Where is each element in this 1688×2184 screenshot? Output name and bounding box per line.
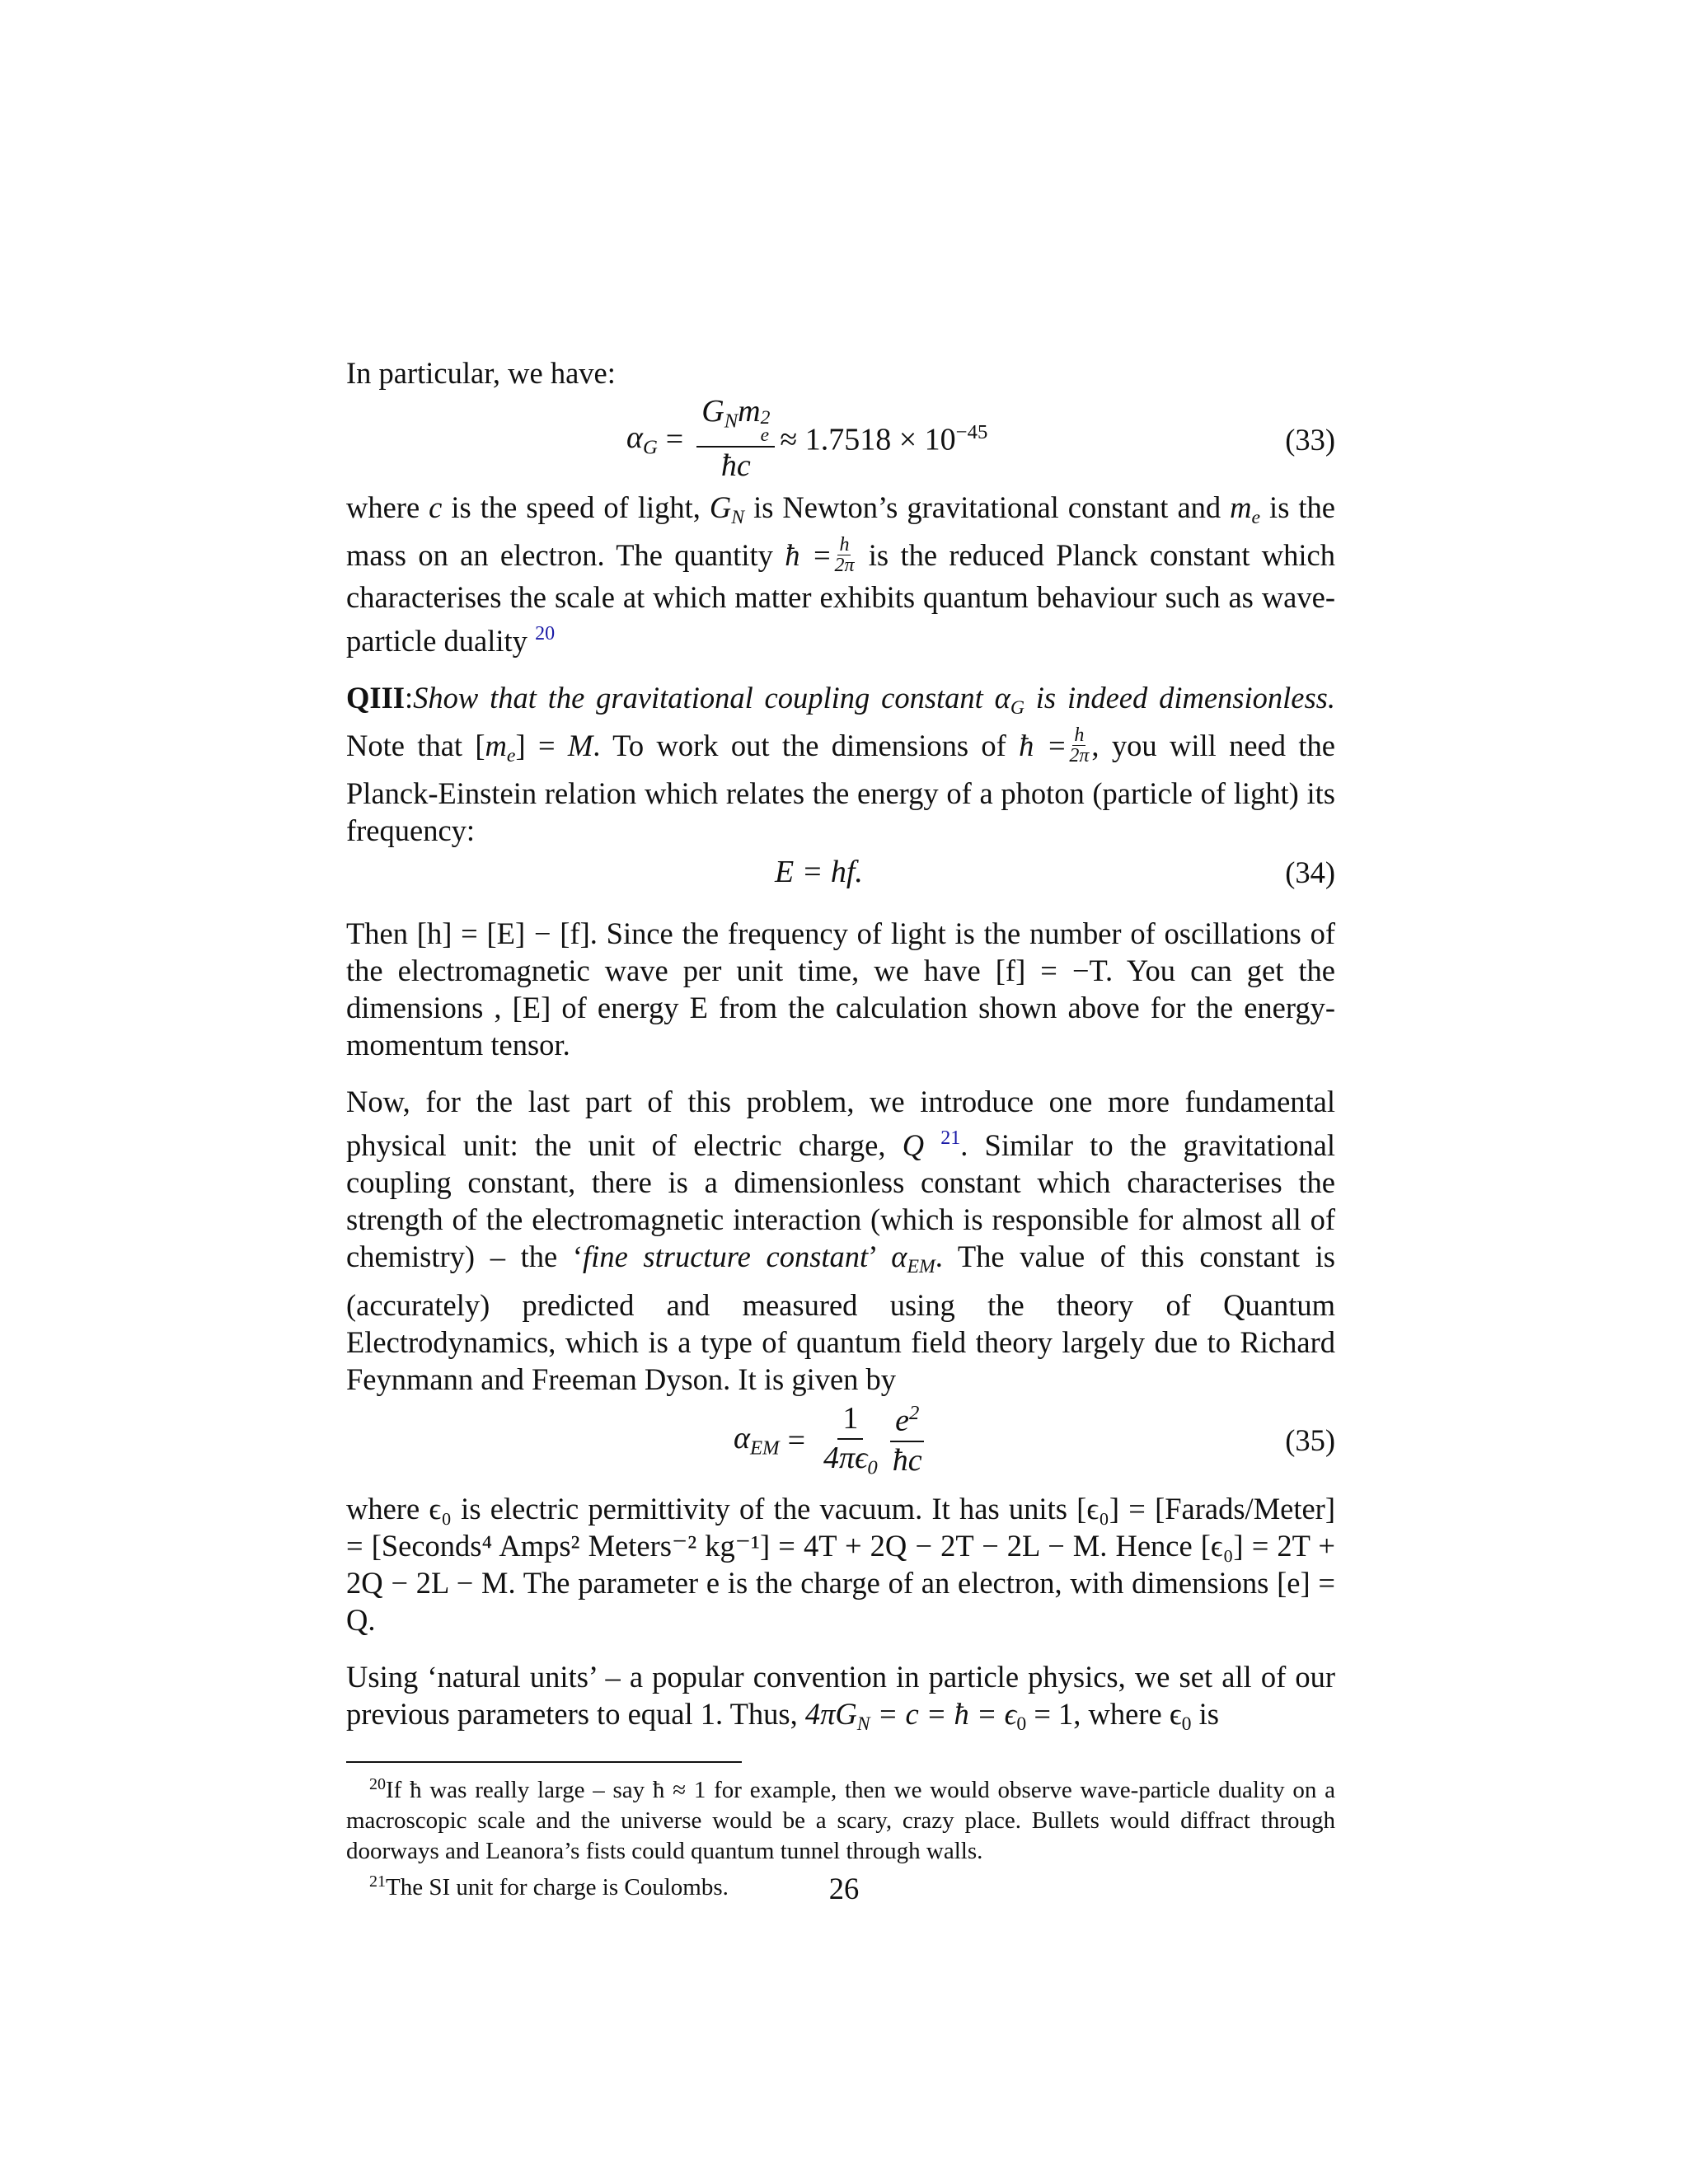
- paragraph-5: Using ‘natural units’ – a popular convention in particle physics, we set all of our previous parameters to equal 1. Thus, $4\pi G_N = c$ = ħ = $\epsilon_0 = 1$, where $\epsilon_0$ is: [346, 1659, 1335, 1735]
- footnote-ref-20[interactable]: 20: [535, 623, 556, 645]
- equation-34: E = hf. (34): [775, 855, 1335, 890]
- paragraph-2: Then [h] = [E] − [f]. Since the frequency of light is the number of oscillations of the electromagnetic wave per unit time, we have [f] = −T. You can get the dimensions , [E] of energy E from the calculation shown above for the energy-momentum tensor.: [346, 916, 1335, 1062]
- eq33-lhs: $\alpha_G$: [626, 419, 658, 459]
- eq33-fraction: $G_Nm$ 2 e ħc: [696, 395, 775, 484]
- paragraph-4: where ϵ₀ is electric permittivity of the vacuum. It has units [ϵ₀] = [Farads/Meter] = [Seconds⁴ Amps² Meters⁻² kg⁻¹] = 4T + 2Q − 2T − 2L − M. Hence [ϵ₀] = 2T + 2Q − 2L − M. The parameter e is the charge of an electron, with dimensions [e] = Q.: [346, 1491, 1335, 1637]
- paragraph-3: Now, for the last part of this problem, we introduce one more fundamental physical unit: the unit of electric charge, Q $^{21}$. Similar to the gravitational coupling constant, there is a dimensionless constant which characterises the strength of the electromagnetic interaction (which is responsible for almost all of chemistry) – the ‘fine structure constant’ $\alpha_{EM}$. The value of this constant is (accurately) predicted and measured using the theory of Quantum Electrodynamics, which is a type of quantum field theory largely due to Richard Feynmann and Freeman Dyson. It is given by: [346, 1085, 1335, 1396]
- question-3: QIII:Show that the gravitational coupling constant $\alpha_G$ is indeed dimensionless. Note that $[m_e] = M$. To work out the dimensions of ħ = $\frac{h}{2\pi}$ , you will need the Planck-Einstein relation which relates the energy of a photon (particle of light) its frequency:: [346, 681, 1335, 848]
- paragraph-1: where c is the speed of light, $G_N$ is Newton’s gravitational constant and $m_e$ is the mass on an electron. The quantity ħ = $\frac{h}{2\pi}$ is the reduced Planck constant which characterises the scale at which matter exhibits quantum behaviour such as wave-particle duality $^{20}$: [346, 490, 1335, 658]
- page-content: [346, 354, 1335, 1903]
- footnote-20: $^{20}$If ħ was really large – say ħ ≈ 1 for example, then we would observe wave-particle duality on a macroscopic scale and the universe would be a scary, crazy place. Bullets would diffract through doorways and Leanora’s fists could quantum tunnel through walls.: [346, 1774, 1335, 1864]
- equation-33: $\alpha_G$ = $G_Nm$ 2 e ħc ≈ $1.7518 \times 10^{-45}$ (33): [626, 394, 1335, 483]
- intro-text: In particular, we have:: [346, 356, 616, 390]
- footnote-21: $^{21}$The SI unit for charge is Coulombs.: [369, 1872, 729, 1900]
- page-number: 26: [828, 1872, 860, 1905]
- eq33-label: (33): [1285, 422, 1335, 457]
- equation-35: $\alpha_{EM}$ = $\frac{1}{4\pi\epsilon_0}$ $\frac{e^2}{ħc}$ (35): [734, 1400, 1335, 1479]
- footnote-ref-21[interactable]: 21: [940, 1127, 961, 1150]
- eq33-rhs: ≈ $1.7518 \times 10^{-45}$: [780, 420, 988, 457]
- footnote-rule: [346, 1761, 742, 1763]
